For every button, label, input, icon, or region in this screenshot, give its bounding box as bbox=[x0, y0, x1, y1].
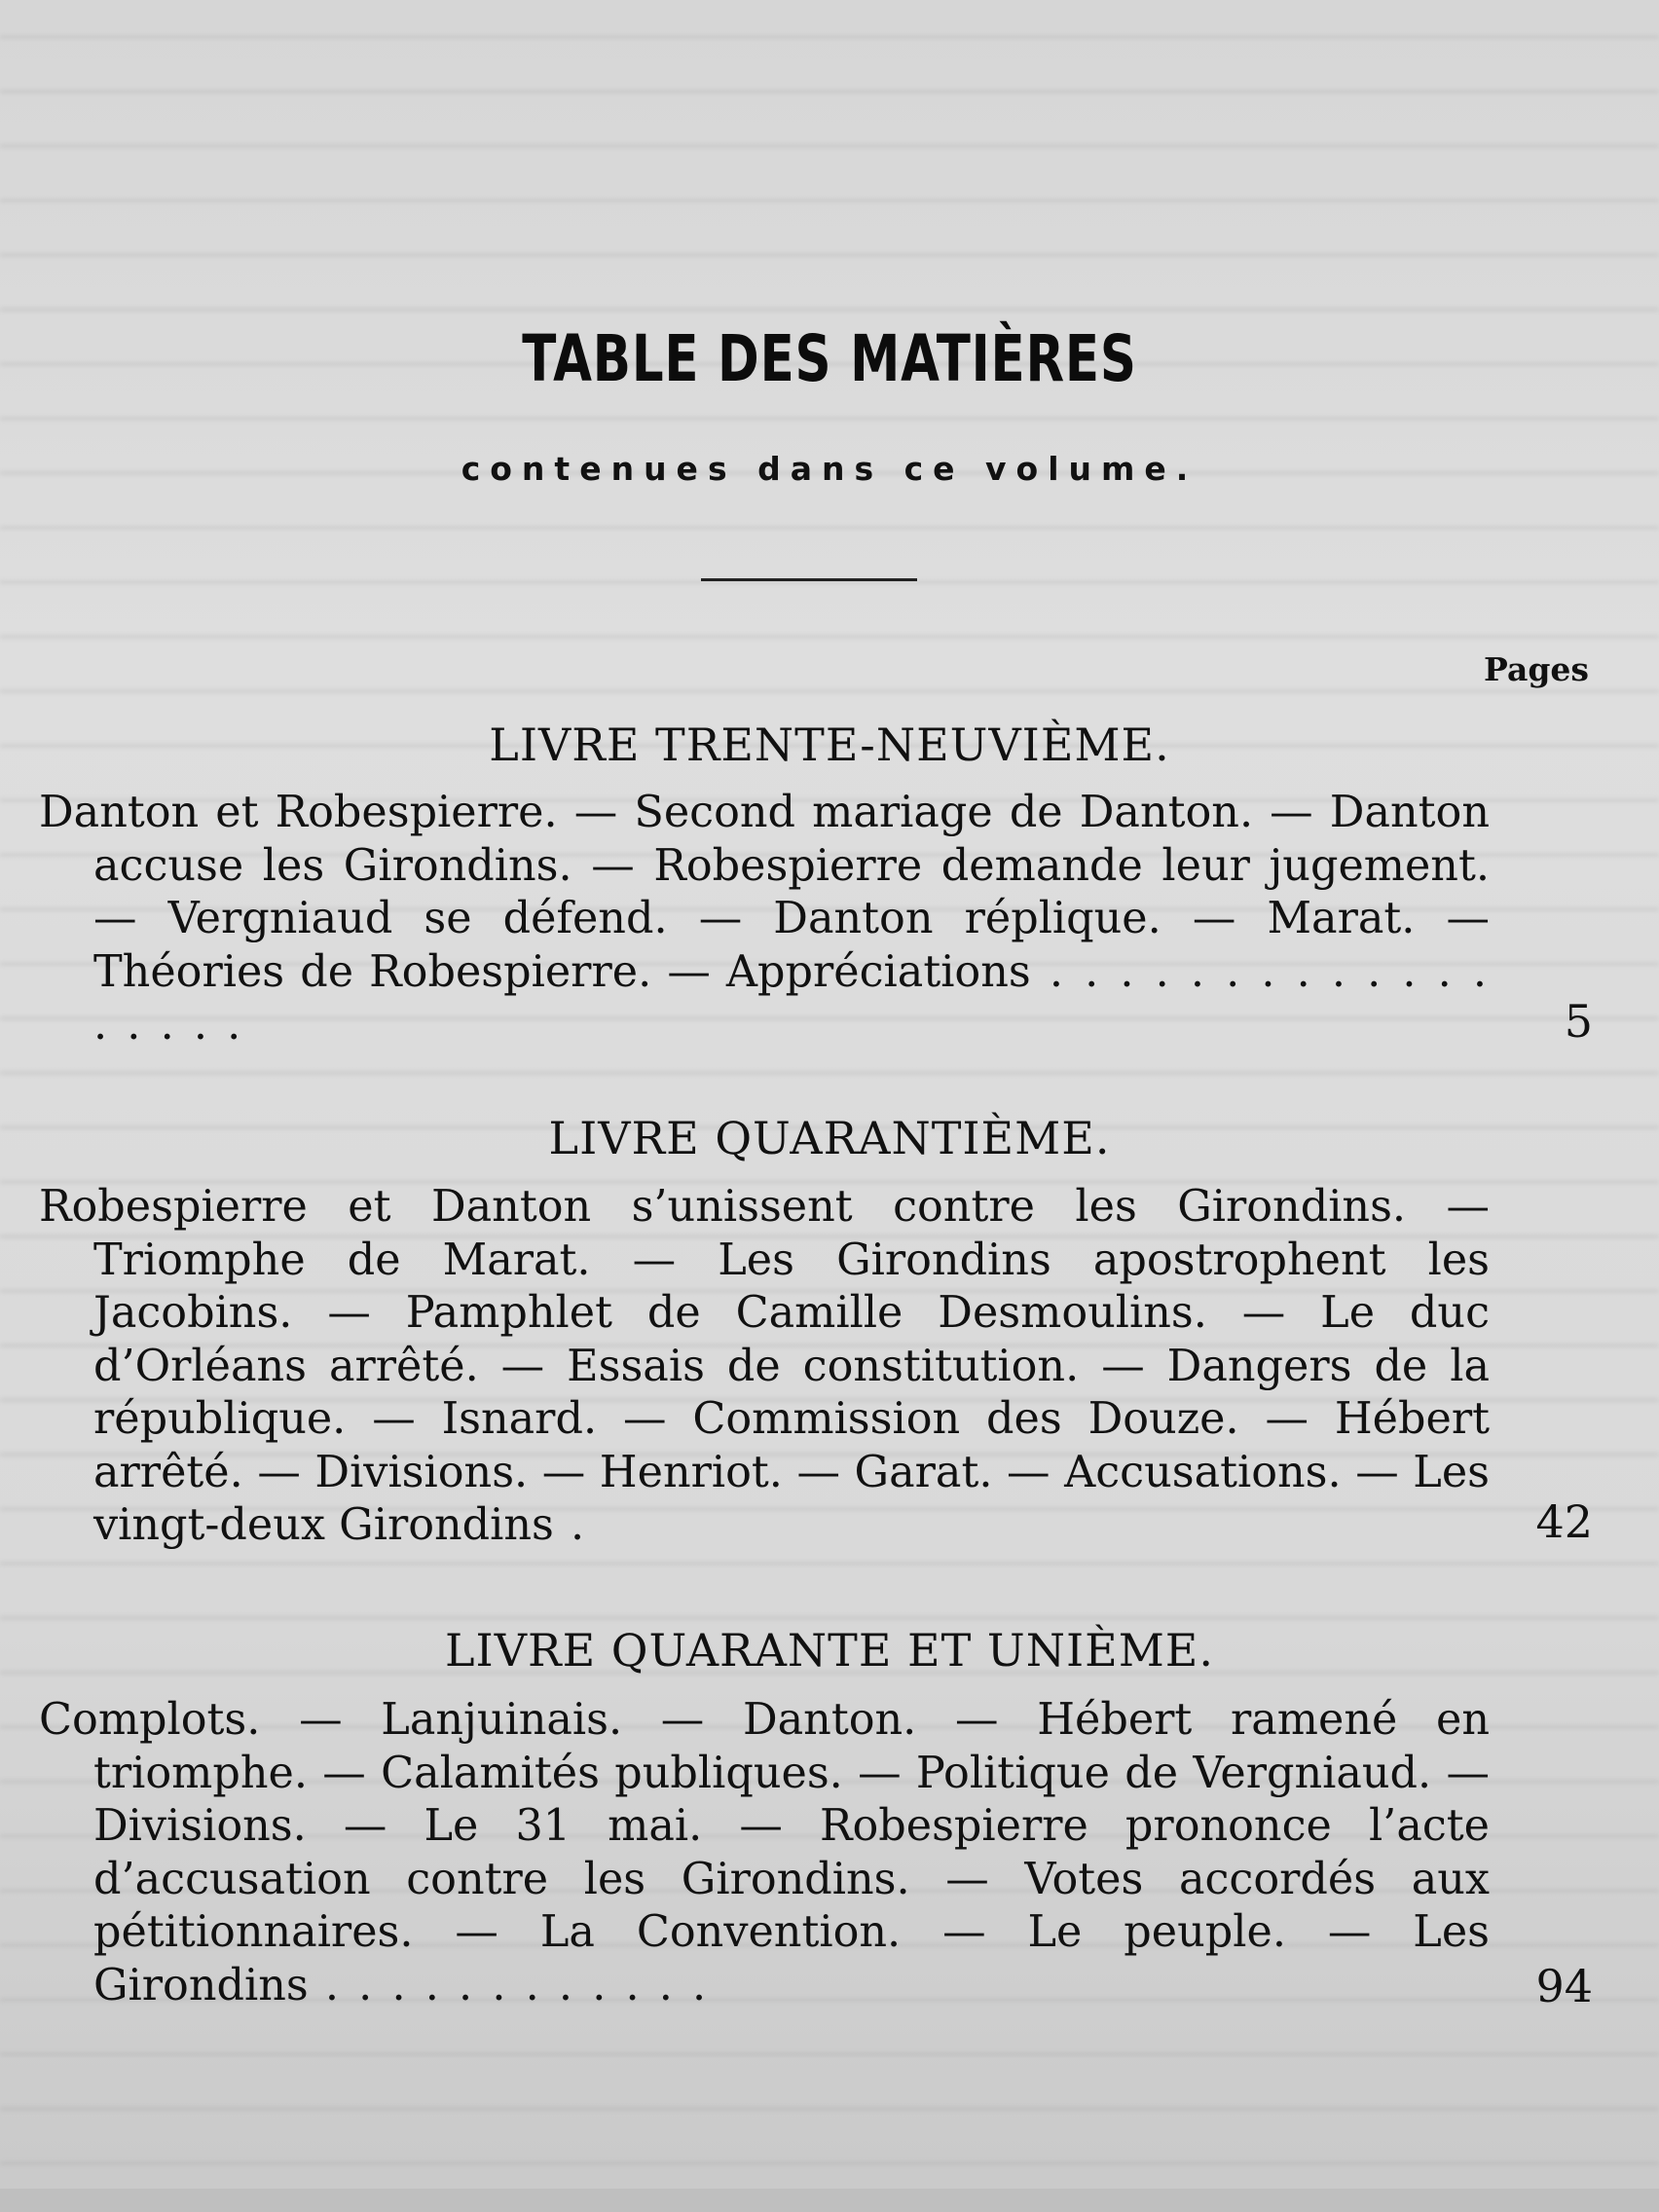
book-40-title: LIVRE QUARANTIÈME. bbox=[548, 1112, 1111, 1164]
book-39-summary bbox=[39, 787, 1490, 1052]
pages-column-label: Pages bbox=[1484, 650, 1589, 688]
book-41-dot-leader: . . . . . . . . . . . . bbox=[308, 1960, 710, 2010]
book-40-summary-text: Robespierre et Danton s’unissent contre les Girondins. — Triomphe de Marat. — Les Girondins apostrophent les Jacobins. — Pamphlet de Camille Desmoulins. — Le duc d’Orléans arrêté. — Essais de constitution. — Dangers de la république. — Isnard. — Commission des Douze. — Hébert arrêté. — Divisions. — Henriot. — Garat. — Accusations. — Les vingt-deux Girondins bbox=[39, 1182, 1490, 1550]
divider-rule bbox=[701, 578, 917, 581]
book-39-summary-text: Danton et Robespierre. — Second mariage de Danton. — Danton accuse les Girondins. — Robespierre demande leur jugement. — Vergniaud se défend. — Danton réplique. — Marat. — Théories de Robespierre. — Appréciations bbox=[39, 788, 1490, 997]
book-41-summary-text: Complots. — Lanjuinais. — Danton. — Hébert ramené en triomphe. — Calamités publiques. — Politique de Vergniaud. — Divisions. — Le 31 mai. — Robespierre prononce l’acte d’accusation contre les Girondins. — Votes accordés aux pétitionnaires. — La Convention. — Le peuple. — Les Girondins bbox=[39, 1695, 1490, 2010]
book-39-dot-leader: . . . . . . . . . . . . . . . . . . bbox=[93, 946, 1490, 1050]
book-40-summary bbox=[39, 1181, 1490, 1553]
page-subtitle: contenues dans ce volume. bbox=[461, 450, 1198, 488]
book-39-page-number: 5 bbox=[1564, 995, 1593, 1048]
book-40-page-number: 42 bbox=[1535, 1495, 1593, 1548]
book-39-title: LIVRE TRENTE-NEUVIÈME. bbox=[489, 719, 1170, 771]
book-41-summary bbox=[39, 1694, 1490, 2012]
book-40-dot-leader: . bbox=[553, 1500, 588, 1550]
book-41-page-number: 94 bbox=[1535, 1960, 1593, 2012]
book-41-title: LIVRE QUARANTE ET UNIÈME. bbox=[445, 1624, 1214, 1677]
page-bottom-edge bbox=[0, 2189, 1659, 2212]
page-title: TABLE DES MATIÈRES bbox=[522, 321, 1137, 396]
